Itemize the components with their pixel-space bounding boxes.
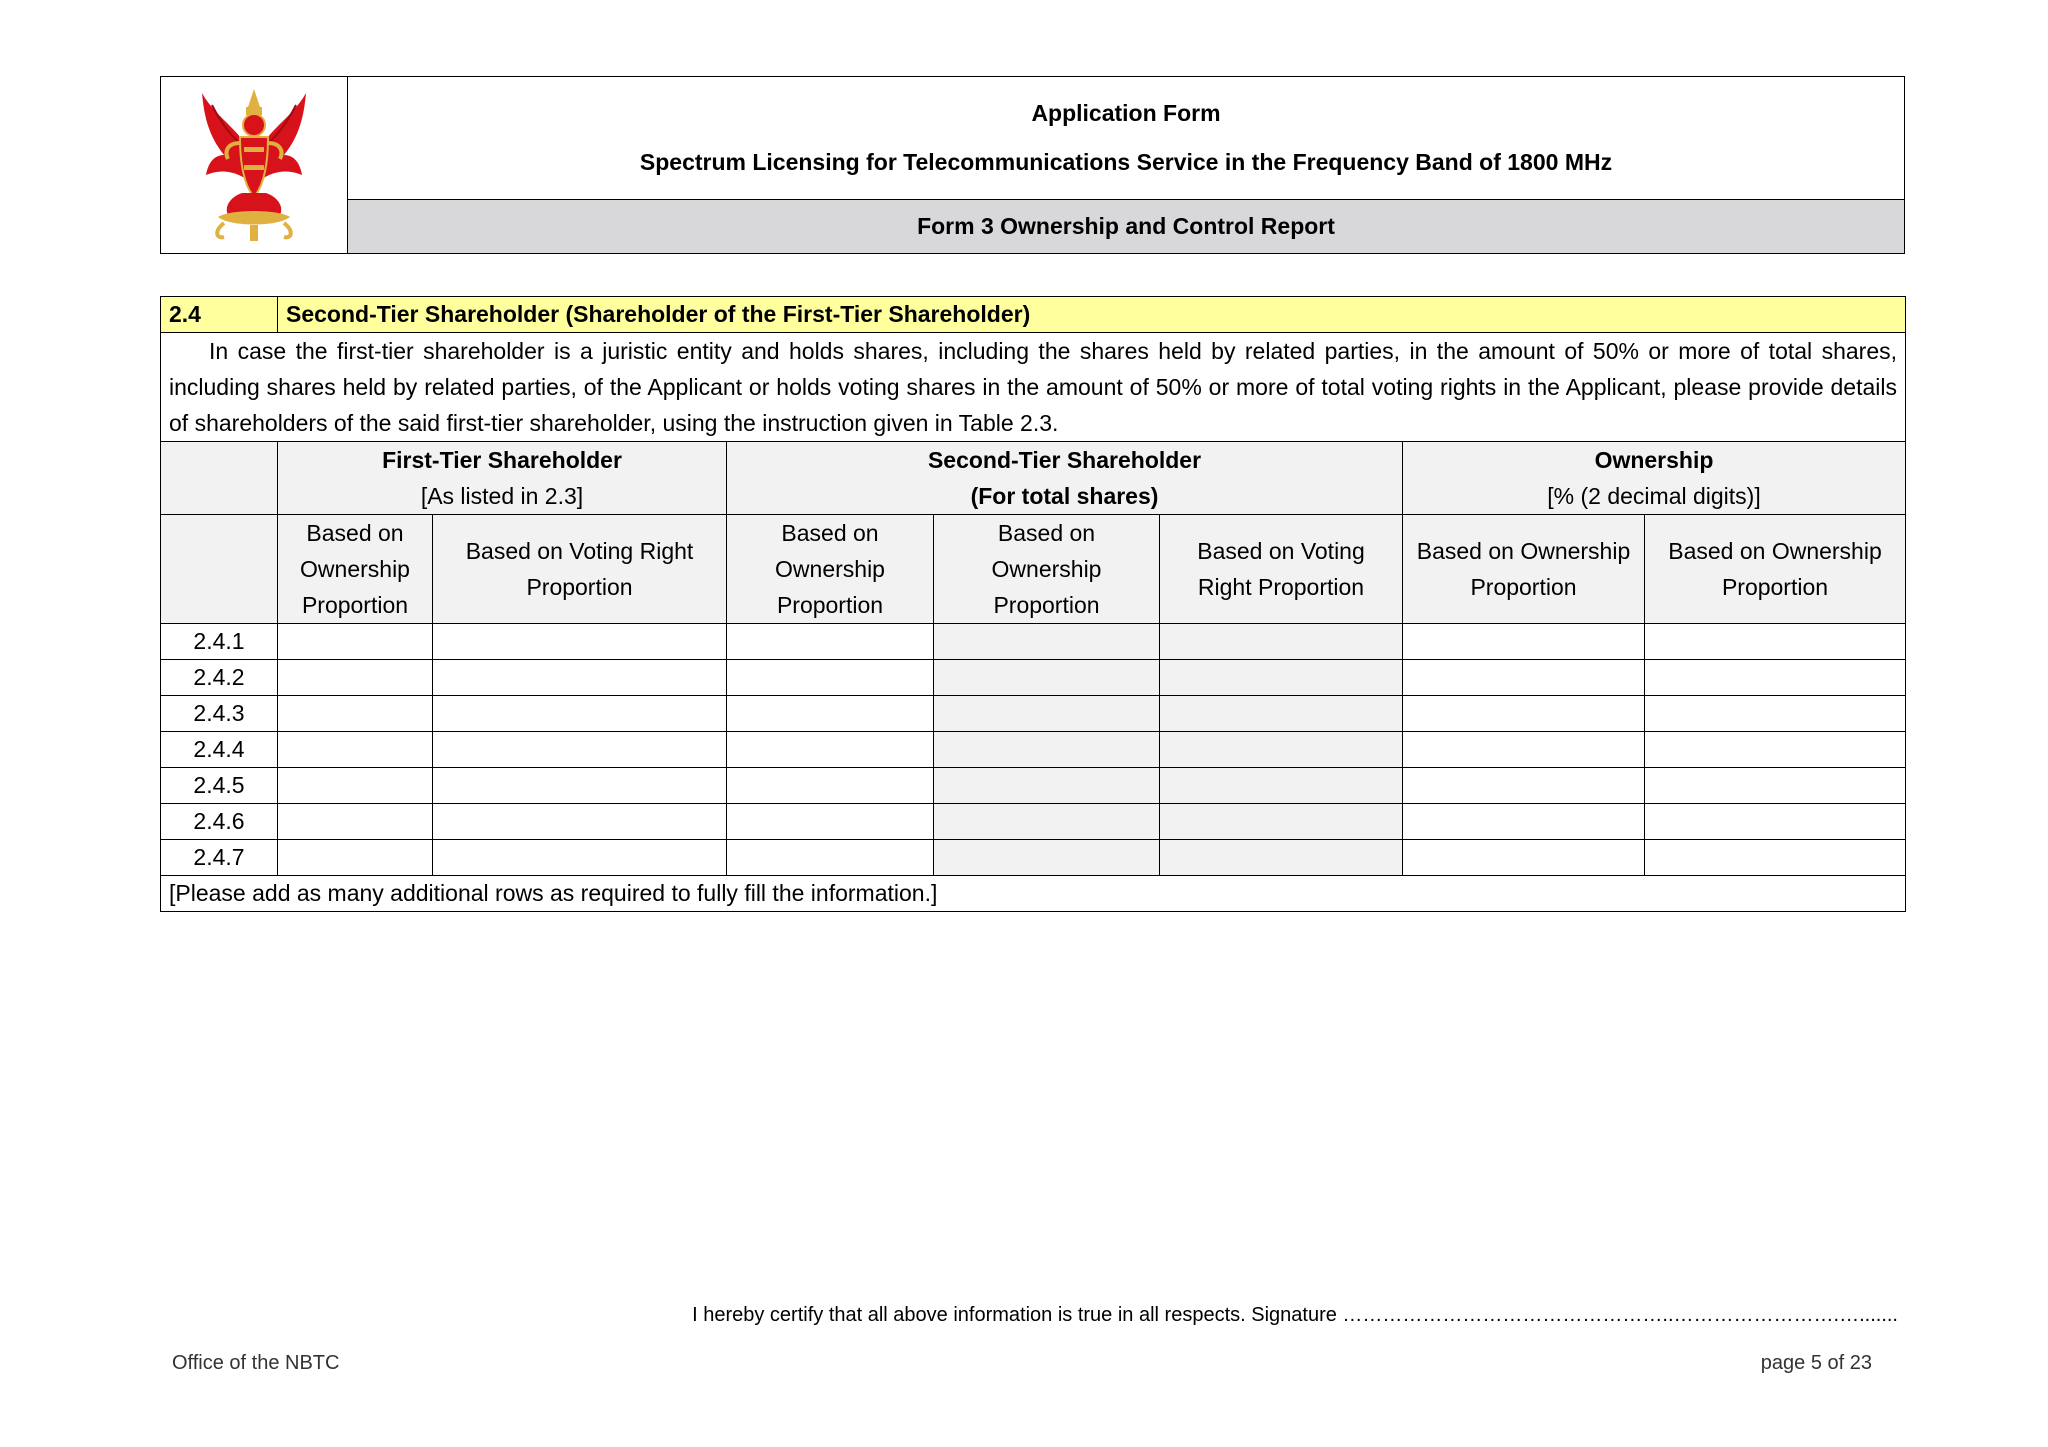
sub-header: Based on Ownership Proportion (1645, 515, 1906, 624)
logo-cell (161, 77, 348, 253)
input-cell[interactable] (1160, 696, 1403, 732)
input-cell[interactable] (433, 732, 727, 768)
input-cell[interactable] (727, 696, 934, 732)
row-number: 2.4.1 (161, 624, 278, 660)
row-number: 2.4.3 (161, 696, 278, 732)
row-number: 2.4.5 (161, 768, 278, 804)
table-row (161, 660, 1906, 696)
input-cell[interactable] (433, 624, 727, 660)
table-row (161, 732, 1906, 768)
blank-subheader-cell (161, 515, 278, 624)
table-row (161, 768, 1906, 804)
blank-header-cell (161, 442, 278, 515)
certification-line (692, 1304, 1898, 1327)
input-cell[interactable] (727, 660, 934, 696)
input-cell[interactable] (1160, 624, 1403, 660)
row-number: 2.4.7 (161, 840, 278, 876)
input-cell[interactable] (934, 732, 1160, 768)
input-cell[interactable] (278, 660, 433, 696)
input-cell[interactable] (1645, 768, 1906, 804)
header-text (348, 77, 1904, 253)
section-number: 2.4 (161, 297, 278, 333)
input-cell[interactable] (278, 768, 433, 804)
table-row (161, 804, 1906, 840)
input-cell[interactable] (1160, 840, 1403, 876)
table-row (161, 840, 1906, 876)
input-cell[interactable] (934, 804, 1160, 840)
note-row (161, 876, 1906, 912)
group-header-second-tier (727, 442, 1403, 515)
input-cell[interactable] (1160, 660, 1403, 696)
group-header-first-tier (278, 442, 727, 515)
input-cell[interactable] (1403, 768, 1645, 804)
input-cell[interactable] (1645, 840, 1906, 876)
row-number: 2.4.2 (161, 660, 278, 696)
sub-header: Based on Ownership Proportion (278, 515, 433, 624)
table-note: [Please add as many additional rows as required to fully fill the information.] (161, 876, 1906, 912)
certification-text: I hereby certify that all above information is true in all respects. Signature (692, 1304, 1337, 1326)
input-cell[interactable] (278, 696, 433, 732)
input-cell[interactable] (727, 804, 934, 840)
sub-header: Based on Voting Right Proportion (433, 515, 727, 624)
signature-field[interactable]: …………………………………………..…………………….…....... (1342, 1304, 1898, 1326)
input-cell[interactable] (1160, 732, 1403, 768)
input-cell[interactable] (1645, 804, 1906, 840)
sub-header: Based on Ownership Proportion (934, 515, 1160, 624)
input-cell[interactable] (1403, 696, 1645, 732)
garuda-emblem-icon (194, 85, 314, 245)
input-cell[interactable] (1645, 696, 1906, 732)
input-cell[interactable] (1645, 660, 1906, 696)
input-cell[interactable] (934, 624, 1160, 660)
row-number: 2.4.4 (161, 732, 278, 768)
input-cell[interactable] (278, 840, 433, 876)
input-cell[interactable] (1645, 732, 1906, 768)
group-header-title: First-Tier Shareholder (382, 447, 622, 473)
input-cell[interactable] (278, 804, 433, 840)
input-cell[interactable] (433, 804, 727, 840)
input-cell[interactable] (433, 696, 727, 732)
input-cell[interactable] (727, 624, 934, 660)
input-cell[interactable] (433, 768, 727, 804)
group-header-sub: [As listed in 2.3] (420, 483, 584, 509)
footer-office: Office of the NBTC (172, 1352, 340, 1374)
group-header-sub: (For total shares) (970, 483, 1159, 509)
input-cell[interactable] (1403, 624, 1645, 660)
footer-page-number: page 5 of 23 (1760, 1352, 1872, 1374)
group-header-title: Second-Tier Shareholder (927, 447, 1202, 473)
input-cell[interactable] (727, 840, 934, 876)
sub-header-row (161, 515, 1906, 624)
section-intro-row (161, 333, 1906, 442)
sub-header: Based on Ownership Proportion (1403, 515, 1645, 624)
table-row (161, 696, 1906, 732)
form-header (160, 76, 1905, 254)
table-row (161, 624, 1906, 660)
section-intro (161, 333, 1906, 442)
shareholder-table (160, 296, 1906, 912)
input-cell[interactable] (433, 660, 727, 696)
intro-text: In case the first-tier shareholder is a juristic entity and holds shares, including the shares held by related parties, in the amount of 50% or more of total shares, including shares held by related parties, of the Applicant or holds voting shares in the amount of 50% or more of total voting rights in the Applicant, please provide details of shareholders of the said first-tier shareholder, using the instruction given in Table 2.3. (169, 338, 1897, 436)
input-cell[interactable] (1160, 804, 1403, 840)
input-cell[interactable] (1160, 768, 1403, 804)
input-cell[interactable] (934, 660, 1160, 696)
input-cell[interactable] (1403, 660, 1645, 696)
section-title: Second-Tier Shareholder (Shareholder of the First-Tier Shareholder) (278, 297, 1906, 333)
form-title: Application Form (1031, 100, 1221, 126)
form-subtitle: Spectrum Licensing for Telecommunications Service in the Frequency Band of 1800 MHz (639, 149, 1613, 175)
sub-header: Based on Voting Right Proportion (1160, 515, 1403, 624)
group-header-sub: [% (2 decimal digits)] (1547, 483, 1761, 509)
input-cell[interactable] (1403, 732, 1645, 768)
input-cell[interactable] (727, 768, 934, 804)
input-cell[interactable] (1403, 804, 1645, 840)
input-cell[interactable] (278, 624, 433, 660)
group-header-ownership (1403, 442, 1906, 515)
input-cell[interactable] (1403, 840, 1645, 876)
header-titles (348, 77, 1904, 199)
data-rows (161, 624, 1906, 876)
row-number: 2.4.6 (161, 804, 278, 840)
input-cell[interactable] (433, 840, 727, 876)
section-header-row (161, 297, 1906, 333)
input-cell[interactable] (934, 696, 1160, 732)
input-cell[interactable] (1645, 624, 1906, 660)
sub-header: Based on Ownership Proportion (727, 515, 934, 624)
input-cell[interactable] (278, 732, 433, 768)
input-cell[interactable] (934, 768, 1160, 804)
input-cell[interactable] (727, 732, 934, 768)
form-label: Form 3 Ownership and Control Report (348, 199, 1904, 253)
group-header-row (161, 442, 1906, 515)
group-header-title: Ownership (1594, 447, 1714, 473)
input-cell[interactable] (934, 840, 1160, 876)
